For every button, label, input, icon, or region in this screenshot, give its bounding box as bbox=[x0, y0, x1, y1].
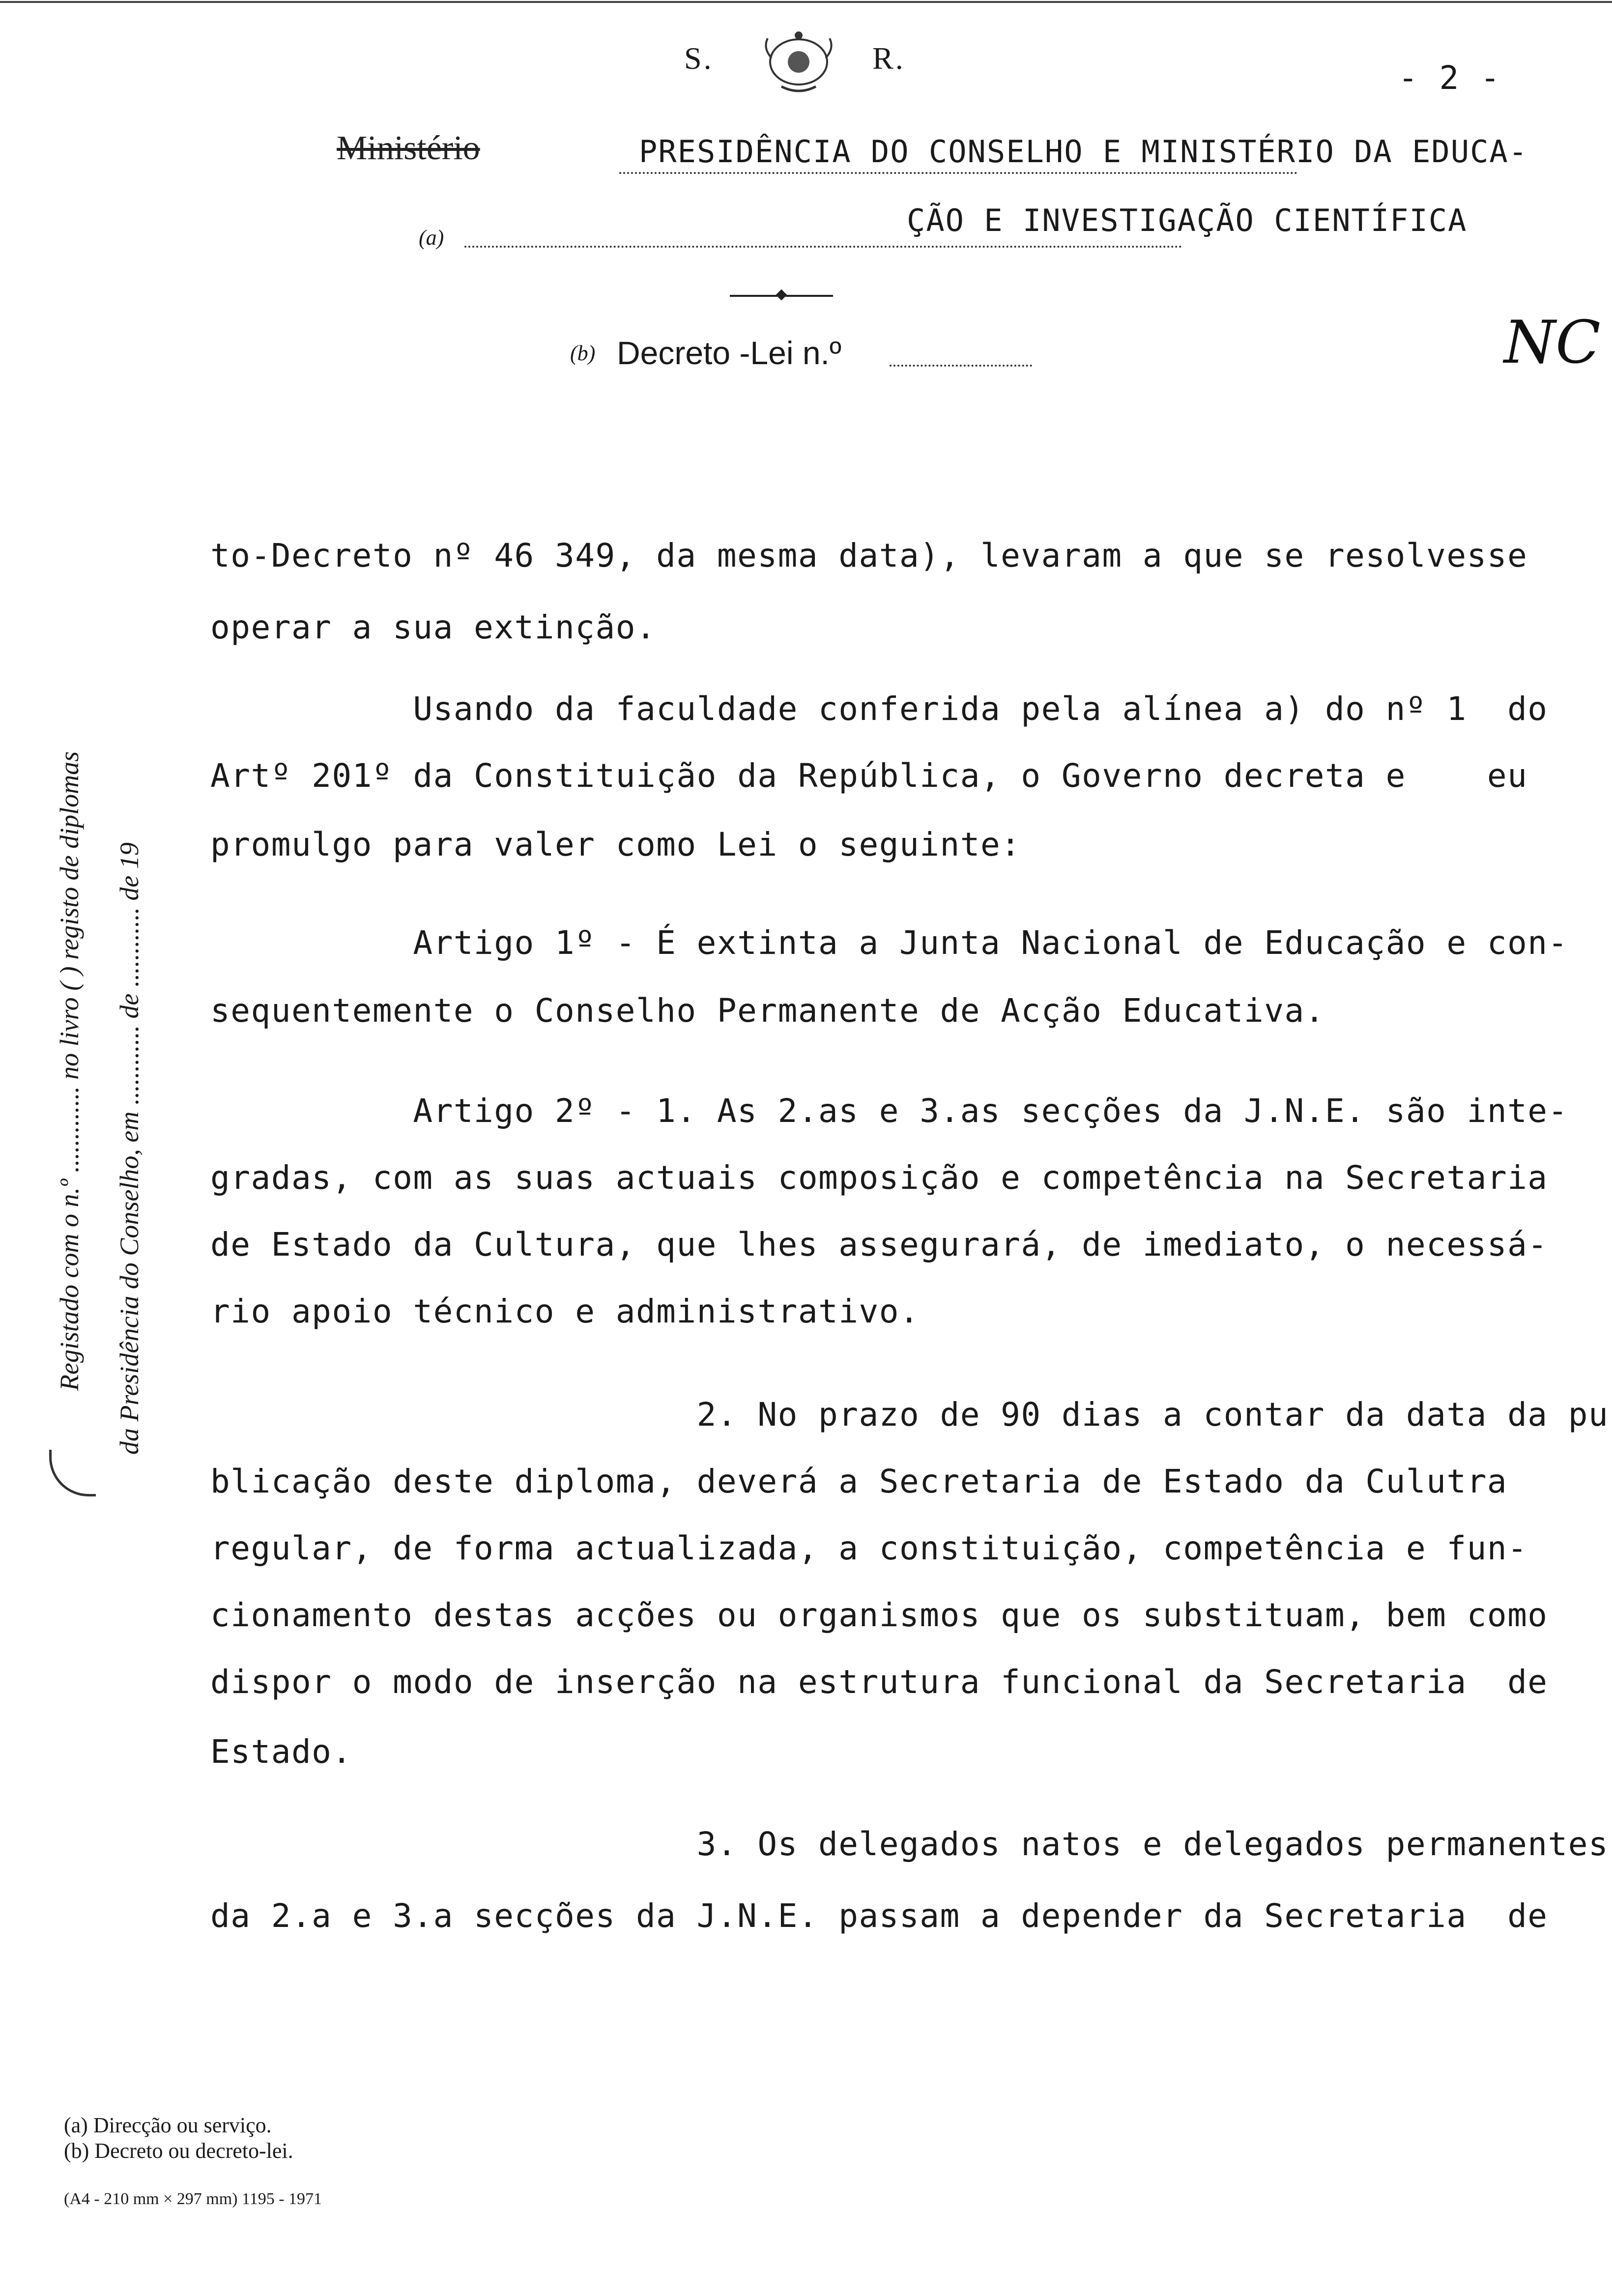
body-line-3: Usando da faculdade conferida pela alínea a) do nº 1 do bbox=[210, 690, 1548, 728]
footnote-b: (b) Decreto ou decreto-lei. bbox=[64, 2139, 293, 2163]
sr-right-label: R. bbox=[872, 41, 905, 76]
body-line-7: sequentemente o Conselho Permanente de Acção Educativa. bbox=[210, 992, 1325, 1030]
body-line-11: rio apoio técnico e administrativo. bbox=[210, 1292, 920, 1330]
decree-label: Decreto -Lei n.º bbox=[617, 335, 841, 371]
body-line-18: 3. Os delegados natos e delegados permanentes bbox=[210, 1825, 1609, 1863]
body-line-13: blicação deste diploma, deverá a Secretaria de Estado da Culutra bbox=[210, 1463, 1508, 1500]
ministry-dotted-rule-1 bbox=[619, 172, 1297, 174]
body-line-14: regular, de forma actualizada, a constituição, competência e fun- bbox=[210, 1529, 1528, 1567]
body-line-6: Artigo 1º - É extinta a Junta Nacional de Educação e con- bbox=[210, 924, 1568, 962]
header-divider-diamond bbox=[776, 289, 787, 301]
sidebar-register-line-2: da Presidência do Conselho, em ............ de ............ de 19 bbox=[115, 842, 144, 1455]
sidebar-register-line-1: Registado com o n.º ............. no livro ( ) registo de diplomas bbox=[55, 751, 84, 1391]
body-line-15: cionamento destas acções ou organismos que os substituam, bem como bbox=[210, 1596, 1548, 1634]
coat-of-arms-emblem bbox=[752, 29, 845, 97]
sr-left-label: S. bbox=[684, 41, 714, 76]
body-line-12: 2. No prazo de 90 dias a contar da data da pu bbox=[210, 1396, 1609, 1434]
handwritten-initials: NC bbox=[1504, 309, 1601, 377]
form-identifier: (A4 - 210 mm × 297 mm) 1195 - 1971 bbox=[64, 2190, 322, 2208]
label-b: (b) bbox=[570, 341, 596, 365]
ministry-line-1: PRESIDÊNCIA DO CONSELHO E MINISTÉRIO DA EDUCA- bbox=[639, 134, 1528, 170]
body-line-5: promulgo para valer como Lei o seguinte: bbox=[210, 826, 1021, 863]
sidebar-bracket bbox=[49, 1450, 96, 1496]
body-line-2: operar a sua extinção. bbox=[210, 608, 657, 646]
page-number: - 2 - bbox=[1398, 59, 1501, 97]
body-line-16: dispor o modo de inserção na estrutura funcional da Secretaria de bbox=[210, 1663, 1548, 1701]
footnote-a: (a) Direcção ou serviço. bbox=[64, 2113, 272, 2137]
top-border-line bbox=[0, 1, 1612, 3]
decree-dotted-rule bbox=[890, 365, 1032, 367]
body-line-1: to-Decreto nº 46 349, da mesma data), levaram a que se resolvesse bbox=[210, 537, 1528, 574]
body-line-19: da 2.a e 3.a secções da J.N.E. passam a depender da Secretaria de bbox=[210, 1897, 1548, 1935]
body-line-4: Artº 201º da Constituição da República, o Governo decreta e eu bbox=[210, 757, 1528, 795]
body-line-8: Artigo 2º - 1. As 2.as e 3.as secções da J.N.E. são inte- bbox=[210, 1092, 1568, 1130]
ministry-crossed-label: Ministério bbox=[337, 129, 480, 167]
body-line-17: Estado. bbox=[210, 1733, 352, 1771]
ministry-line-2: ÇÃO E INVESTIGAÇÃO CIENTÍFICA bbox=[907, 202, 1468, 238]
body-line-10: de Estado da Cultura, que lhes assegurará, de imediato, o necessá- bbox=[210, 1226, 1548, 1263]
ministry-dotted-rule-2 bbox=[464, 246, 1182, 248]
body-line-9: gradas, com as suas actuais composição e competência na Secretaria bbox=[210, 1159, 1548, 1197]
label-a: (a) bbox=[419, 226, 444, 250]
